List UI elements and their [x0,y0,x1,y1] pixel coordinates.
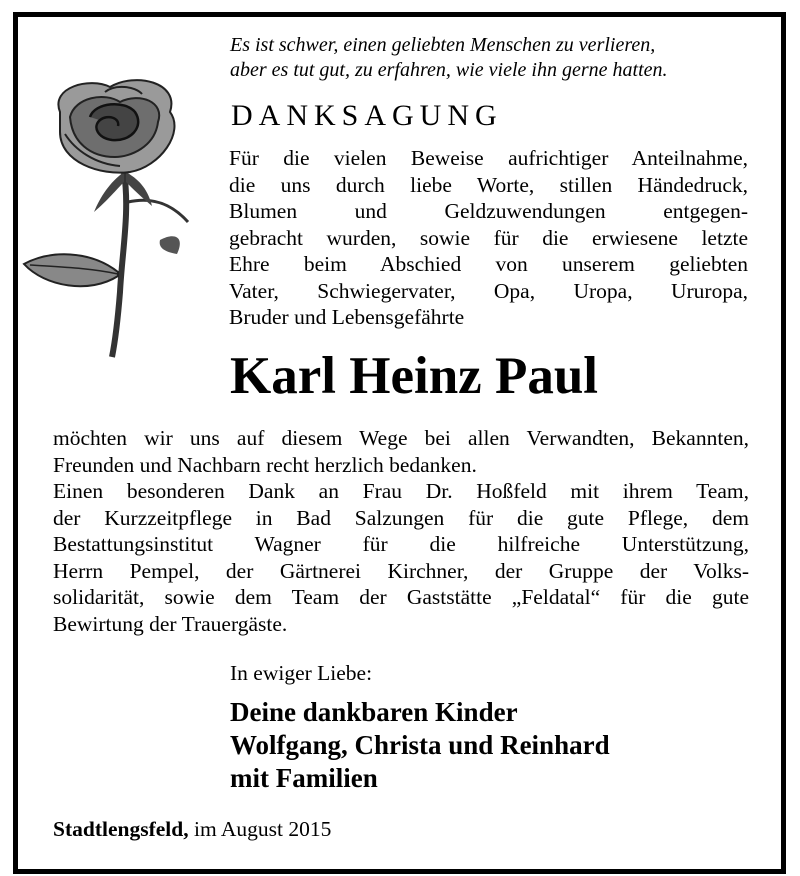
body-line: Freunden und Nachbarn recht herzlich bedanken. [53,452,477,477]
signature-line: Wolfgang, Christa und Reinhard [230,730,610,760]
body-text [53,425,749,637]
body-line: Bewirtung der Trauergäste. [53,611,288,636]
intro-line: Bruder und Lebensgefährte [229,305,465,329]
intro-line: Blumen und Geldzuwendungen entgegen- [229,199,748,223]
place-date [53,816,331,842]
heading-danksagung: DANKSAGUNG [231,99,503,132]
signature-line: mit Familien [230,763,378,793]
body-line: möchten wir uns auf diesem Wege bei allen Verwandten, Bekannten, [53,426,749,450]
intro-line: Vater, Schwiegervater, Opa, Uropa, Ururopa, [229,278,748,303]
closing-phrase: In ewiger Liebe: [230,661,373,685]
intro-line: gebracht wurden, sowie für die erwiesene letzte [229,225,748,250]
signature-line: Deine dankbaren Kinder [230,697,518,727]
body-line: Bestattungsinstitut Wagner für die hilfreiche Unterstützung, [53,532,749,556]
motto-line: Es ist schwer, einen geliebten Menschen zu verlieren, [230,34,656,56]
body-line: solidarität, sowie dem Team der Gaststätte „Feldatal“ für die gute [53,585,749,609]
intro-text [229,145,748,331]
intro-line: Ehre beim Abschied von unserem geliebten [229,252,748,276]
intro-line: Für die vielen Beweise aufrichtiger Anteilnahme, [229,146,748,170]
body-line: Herrn Pempel, der Gärtnerei Kirchner, der Gruppe der Volks- [53,558,749,583]
rose-illustration [20,72,220,362]
signature-block [230,696,610,795]
date: im August 2015 [193,817,332,841]
body-line: der Kurzzeitpflege in Bad Salzungen für die gute Pflege, dem [53,505,749,530]
place: Stadtlengsfeld, [53,817,189,841]
body-line: Einen besonderen Dank an Frau Dr. Hoßfeld mit ihrem Team, [53,479,749,503]
intro-line: die uns durch liebe Worte, stillen Händedruck, [229,172,748,197]
deceased-name: Karl Heinz Paul [230,347,599,405]
motto-quote [230,33,750,83]
motto-line: aber es tut gut, zu erfahren, wie viele ihn gerne hatten. [230,59,668,81]
